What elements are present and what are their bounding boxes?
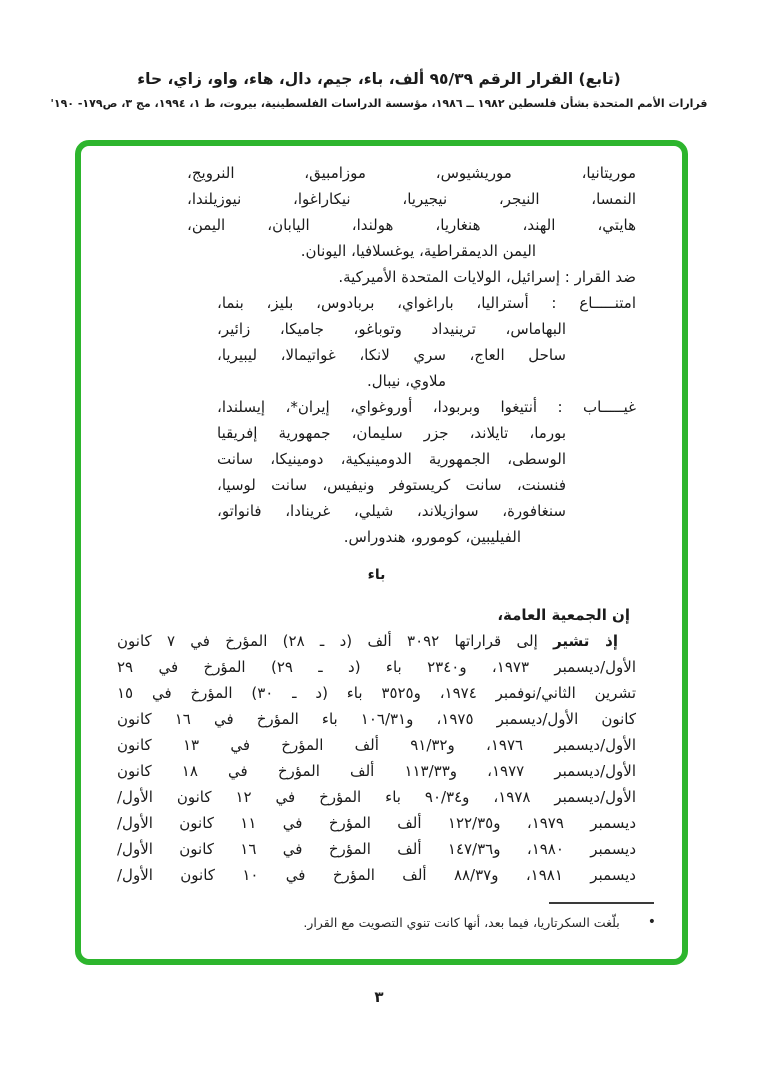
footnote-marker-icon: • — [647, 914, 656, 930]
vote-line: بورما، تايلاند، جزر سليمان، جمهورية إفريقيا — [217, 424, 566, 442]
paragraph-line: الأول/ديسمبر ١٩٧٦، و٩١/٣٢ ألف المؤرخ في ١٣ كانون — [117, 736, 636, 754]
paragraph-line: كانون الأول/ديسمبر ١٩٧٥، و١٠٦/٣١ باء المؤرخ في ١٦ كانون — [117, 710, 636, 728]
document-header — [0, 0, 758, 110]
vote-line: اليمن الديمقراطية، يوغسلافيا، اليونان. — [300, 242, 536, 260]
footnote-text: بلّغت السكرتاريا، فيما بعد، أنها كانت تنوي التصويت مع القرار. — [303, 915, 620, 930]
paragraph-line: ديسمبر ١٩٧٩، و١٢٢/٣٥ ألف المؤرخ في ١١ كانون الأول/ — [117, 814, 636, 832]
content-frame — [75, 140, 688, 965]
paragraph-line: تشرين الثاني/نوفمبر ١٩٧٤، و٣٥٢٥ باء (د ـ ٣٠) المؤرخ في ١٥ — [117, 684, 636, 702]
paragraph-line: الأول/ديسمبر ١٩٧٨، و٩٠/٣٤ باء المؤرخ في ١٢ كانون الأول/ — [117, 788, 637, 806]
vote-abstain-block — [217, 290, 636, 394]
vote-against-line: ضد القرار : إسرائيل، الولايات المتحدة الأميركية. — [338, 268, 636, 286]
footnote — [117, 912, 656, 933]
vote-line: سنغافورة، سوازيلاند، شيلي، غرينادا، فانواتو، — [217, 502, 566, 520]
recalling-paragraph — [117, 628, 636, 888]
vote-line: امتنـــــاع : أستراليا، باراغواي، بربادوس، بليز، بنما، — [217, 294, 636, 312]
paragraph-line: ديسمبر ١٩٨٠، و١٤٧/٣٦ ألف المؤرخ في ١٦ كانون الأول/ — [117, 840, 636, 858]
vote-line: غيـــــاب : أنتيغوا وبربودا، أوروغواي، إيران*، إيسلندا، — [217, 398, 636, 416]
vote-line: فنسنت، سانت كريستوفر ونيفيس، سانت لوسيا، — [217, 476, 566, 494]
paragraph-line: الأول/ديسمبر ١٩٧٧، و١١٣/٣٣ ألف المؤرخ في ١٨ كانون — [117, 762, 636, 780]
preamble-opening: إن الجمعية العامة، — [497, 606, 630, 624]
vote-line: ساحل العاج، سري لانكا، غواتيمالا، ليبيريا، — [217, 346, 566, 364]
paragraph-line: الأول/ديسمبر ١٩٧٣، و٢٣٤٠ باء (د ـ ٢٩) المؤرخ في ٢٩ — [117, 658, 637, 676]
vote-line: الفيليبين، كومورو، هندوراس. — [343, 528, 521, 546]
vote-in-favour-continuation-block — [187, 160, 636, 264]
section-b-heading: باء — [367, 567, 386, 583]
vote-line: النمسا، النيجر، نيجيريا، نيكاراغوا، نيوزيلندا، — [187, 190, 636, 208]
resolution-title: (تابع) القرار الرقم ٩٥/٣٩ ألف، باء، جيم، دال، هاء، واو، زاي، حاء — [137, 70, 621, 88]
source-citation-line: قرارات الأمم المتحدة بشأن فلسطين ١٩٨٢ ــ ١٩٨٦، مؤسسة الدراسات الفلسطينية، بيروت، ط ١، ١٩٩٤، مج ٣، ص١٧٩- ١٩٠' — [50, 97, 708, 110]
vote-line: الوسطى، الجمهورية الدومينيكية، دومينيكا، سانت — [217, 450, 566, 468]
vote-absent-block — [217, 394, 636, 550]
page-number: ٣ — [374, 988, 384, 1006]
page-content — [81, 146, 682, 933]
paragraph-lead: إذ تشير — [553, 632, 618, 650]
paragraph-line-text: إلى قراراتها ٣٠٩٢ ألف (د ـ ٢٨) المؤرخ في ٧ كانون — [117, 632, 538, 650]
footnote-separator-rule — [549, 902, 654, 904]
paragraph-line — [117, 628, 636, 654]
vote-line: البهاماس، ترينيداد وتوباغو، جاميكا، زائير، — [217, 320, 566, 338]
paragraph-line: ديسمبر ١٩٨١، و٨٨/٣٧ ألف المؤرخ في ١٠ كانون الأول/ — [117, 866, 636, 884]
vote-line: هايتي، الهند، هنغاريا، هولندا، اليابان، اليمن، — [187, 216, 636, 234]
vote-line: ملاوي، نيبال. — [366, 372, 446, 390]
vote-line: موريتانيا، موريشيوس، موزامبيق، النرويج، — [187, 164, 636, 182]
